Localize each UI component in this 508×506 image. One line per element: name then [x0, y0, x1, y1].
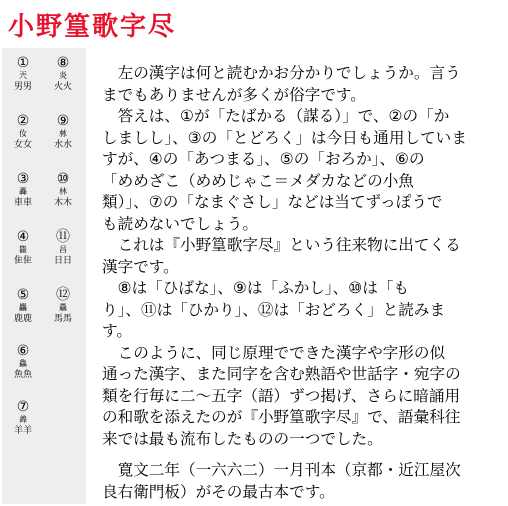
body-line: 答えは、①が「たばかる（謀る）」で、②の「か	[102, 107, 450, 125]
glyph-character: 兲	[19, 71, 27, 80]
glyph-reading: 女女	[13, 140, 32, 150]
glyph-character: 炎	[59, 71, 67, 80]
glyph-character: 驫	[59, 303, 67, 312]
glyph-character: 轟	[19, 187, 27, 196]
body-line: 通った漢字、また同字を含む熟語や世話字・宛字の	[102, 365, 461, 383]
glyph-character: 麤	[19, 303, 27, 312]
body-line: までもありませんが多くが俗字です。	[102, 85, 366, 104]
body-line: す。	[102, 322, 132, 340]
glyph-item	[2, 230, 44, 267]
glyph-number: ②	[16, 113, 30, 129]
glyph-reading: 鹿鹿	[13, 314, 32, 324]
glyph-number: ⑫	[56, 287, 70, 303]
glyph-number: ⑥	[16, 343, 30, 359]
glyph-number: ⑨	[56, 113, 70, 129]
glyph-number: ⑪	[56, 229, 70, 245]
body-line: 来では最も流布したものの一つでした。	[102, 429, 383, 448]
glyph-item	[2, 344, 44, 381]
glyph-item	[42, 230, 84, 267]
glyph-character: 羴	[19, 415, 27, 424]
body-line: も読めないでしょう。	[102, 214, 258, 233]
glyph-item	[2, 114, 44, 151]
glyph-item	[2, 172, 44, 209]
glyph-reading: 魚魚	[13, 370, 32, 380]
glyph-character: 沝	[59, 129, 67, 138]
body-line: 漢字です。	[102, 257, 179, 276]
glyph-number: ③	[16, 171, 30, 187]
body-line: ⑧は「ひばな」、⑨は「ふかし」、⑩は「も	[102, 279, 410, 297]
glyph-reading: 日日	[53, 256, 72, 266]
glyph-number: ⑧	[56, 55, 70, 71]
glyph-reading: 水水	[53, 140, 72, 150]
glyph-item	[2, 288, 44, 325]
glyph-number: ⑩	[56, 171, 70, 187]
glyph-reading: 馬馬	[53, 314, 72, 324]
glyph-character: 鱻	[19, 359, 27, 368]
body-line: 寛文二年（一六六二）一月刊本（京都・近江屋次	[102, 461, 461, 479]
glyph-reading: 男男	[13, 82, 32, 92]
body-line: これは『小野篁歌字尽』という往来物に出てくる	[102, 236, 461, 254]
glyph-number: ①	[16, 55, 30, 71]
body-line: すが、④の「あつまる」、⑤の「おろか」、⑥の	[102, 150, 425, 168]
glyph-reading: 木木	[53, 198, 72, 208]
glyph-item	[42, 288, 84, 325]
glyph-item	[2, 56, 44, 93]
glyph-number: ④	[16, 229, 30, 245]
glyph-item	[42, 56, 84, 93]
glyph-reading: 羊羊	[13, 426, 32, 436]
body-line: しましし」、③の「とどろく」は今日も通用していま	[102, 128, 467, 147]
body-line: り」、⑪は「ひかり」、⑫は「おどろく」と読みま	[102, 300, 446, 319]
glyph-item	[42, 172, 84, 209]
glyph-character: 雥	[19, 245, 27, 254]
body-line: 類）」、⑦の「なまぐさし」などは当てずっぽうで	[102, 193, 443, 211]
glyph-reading: 車車	[13, 198, 32, 208]
glyph-character: 昌	[59, 245, 67, 254]
body-line: 「めめざこ（めめじゃこ＝メダカなどの小魚	[102, 171, 414, 190]
glyph-character: 㚢	[19, 129, 27, 138]
body-line	[102, 450, 498, 460]
glyph-reading: 隹隹	[13, 256, 32, 266]
body-line: このように、同じ原理でできた漢字や字形の似	[102, 343, 446, 362]
glyph-number: ⑦	[16, 399, 30, 415]
glyph-reading: 火火	[53, 82, 72, 92]
glyph-character: 林	[59, 187, 67, 196]
glyph-item	[42, 114, 84, 151]
article-body	[102, 63, 498, 503]
body-line: 左の漢字は何と読むかお分かりでしょうか。言う	[102, 64, 461, 82]
page-title: 小野篁歌字尽	[8, 12, 177, 42]
body-line: の和歌を添えたのが『小野篁歌字尽』で、語彙科往	[102, 408, 461, 426]
glyph-number: ⑤	[16, 287, 30, 303]
kanji-sidebar	[2, 48, 86, 504]
glyph-item	[2, 400, 44, 437]
body-line: 良右衛門板）がその最古本です。	[102, 482, 335, 501]
body-line: 類を行毎に二〜五字（語）ずつ掲げ、さらに暗誦用	[102, 386, 461, 405]
